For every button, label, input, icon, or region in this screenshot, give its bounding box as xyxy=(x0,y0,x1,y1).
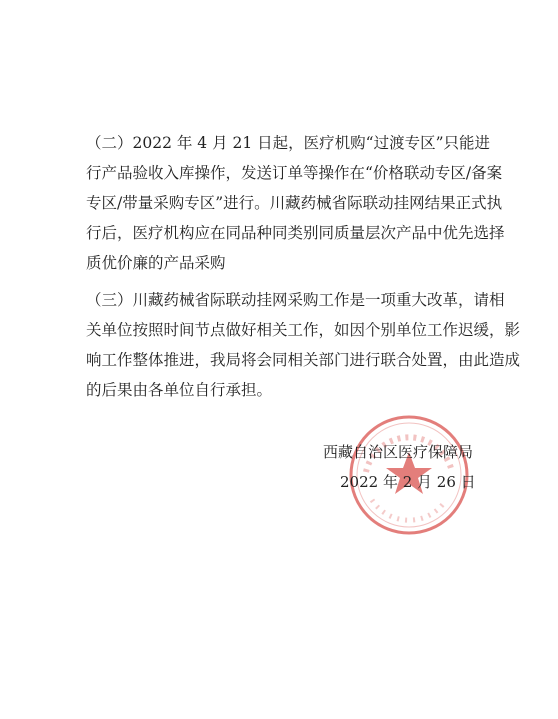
paragraph-line: 行后，医疗机构应在同品种同类别同质量层次产品中优先选择 xyxy=(86,224,505,242)
paragraph-line: 质优价廉的产品采购 xyxy=(86,254,226,272)
issuing-organization: 西藏自治区医疗保障局 xyxy=(323,443,474,461)
paragraph-line: 响工作整体推进，我局将会同相关部门进行联合处置，由此造成 xyxy=(86,351,521,369)
paragraph-line: 关单位按照时间节点做好相关工作，如因个别单位工作迟缓，影 xyxy=(86,321,521,339)
paragraph-line: 行产品验收入库操作，发送订单等操作在“价格联动专区/备案 xyxy=(86,164,503,182)
paragraph-line: 的后果由各单位自行承担。 xyxy=(86,381,273,399)
paragraph-two xyxy=(86,128,505,278)
paragraph-three xyxy=(86,285,521,405)
paragraph-line: 专区/带量采购专区”进行。川藏药械省际联动挂网结果正式执 xyxy=(86,194,503,212)
paragraph-line: （二）2022 年 4 月 21 日起，医疗机购“过渡专区”只能进 xyxy=(86,134,491,152)
paragraph-line: （三）川藏药械省际联动挂网采购工作是一项重大改革，请相 xyxy=(86,291,505,309)
faint-header-marks xyxy=(228,9,256,18)
issue-date: 2022 年 2 月 26 日 xyxy=(340,473,476,491)
